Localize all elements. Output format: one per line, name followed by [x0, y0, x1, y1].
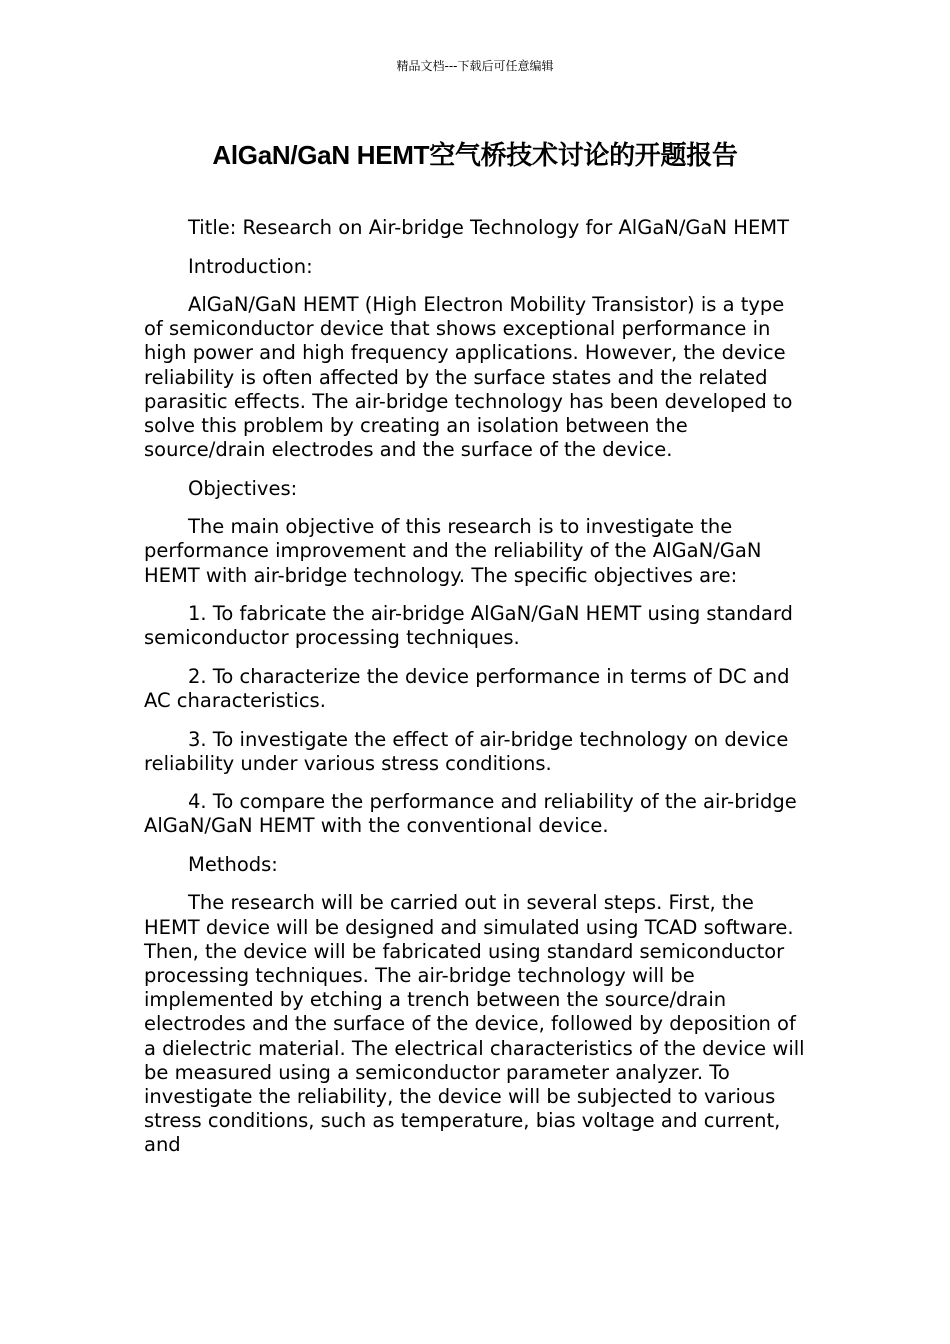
paragraph-methods: The research will be carried out in several steps. First, the HEMT device will be designed and simulated using TCAD software. Then, the device will be fabricated using standard semiconductor processing techniques. The air-bridge technology will be implemented by etching a trench between the source/drain electrodes and the surface of the device, followed by deposition of a dielectric material. The electrical characteristics of the device will be measured using a semiconductor parameter analyzer. To investigate the reliability, the device will be subjected to various stress conditions, such as temperature, bias voltage and current, and — [144, 891, 805, 1157]
header-note: 精品文档---下载后可任意编辑 — [396, 59, 554, 73]
heading-methods: Methods: — [188, 852, 278, 876]
document-body — [144, 216, 806, 1172]
heading-objectives: Objectives: — [188, 476, 298, 500]
paragraph-objectives: The main objective of this research is to investigate the performance improvement and the reliability of the AlGaN/GaN HEMT with air-bridge technology. The specific objectives are: — [144, 515, 762, 587]
objective-item-3: 3. To investigate the effect of air-bridge technology on device reliability under various stress conditions. — [144, 727, 789, 775]
objective-item-4: 4. To compare the performance and reliability of the air-bridge AlGaN/GaN HEMT with the conventional device. — [144, 790, 797, 838]
heading-introduction: Introduction: — [188, 254, 313, 278]
paragraph-title-line: Title: Research on Air-bridge Technology for AlGaN/GaN HEMT — [188, 216, 789, 239]
document-title: AlGaN/GaN HEMT空气桥技术讨论的开题报告 — [212, 140, 738, 170]
objective-item-2: 2. To characterize the device performance in terms of DC and AC characteristics. — [144, 664, 790, 713]
paragraph-introduction: AlGaN/GaN HEMT (High Electron Mobility Transistor) is a type of semiconductor device that shows exceptional performance in high power and high frequency applications. However, the device reliability is often affected by the surface states and the related parasitic effects. The air-bridge technology has been developed to solve this problem by creating an isolation between the source/drain electrodes and the surface of the device. — [144, 293, 793, 462]
objective-item-1: 1. To fabricate the air-bridge AlGaN/GaN HEMT using standard semiconductor processing techniques. — [144, 602, 793, 650]
